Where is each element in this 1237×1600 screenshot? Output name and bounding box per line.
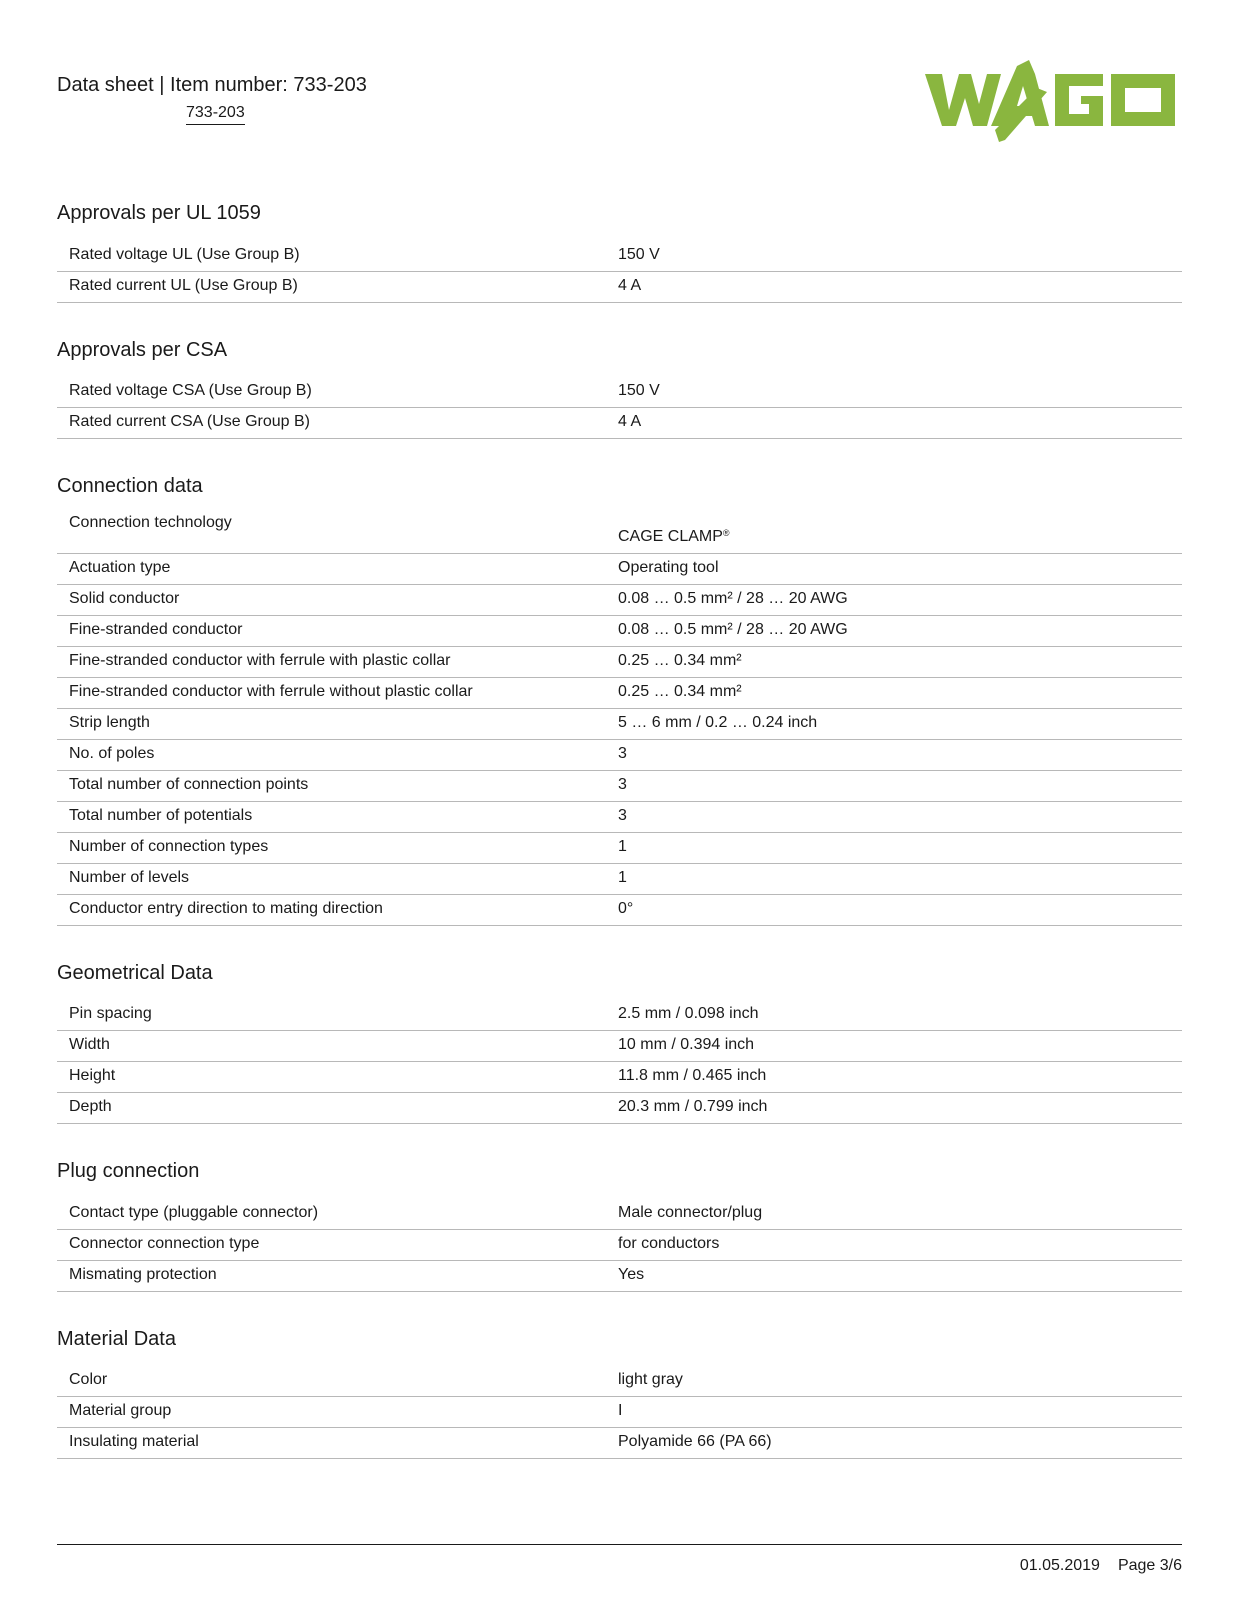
spec-value: 0.08 … 0.5 mm² / 28 … 20 AWG: [618, 584, 1182, 615]
spec-value: 0.25 … 0.34 mm²: [618, 646, 1182, 677]
spec-value: 3: [618, 801, 1182, 832]
table-row: [57, 1260, 1182, 1291]
spec-table: [57, 377, 1182, 440]
spec-table: [57, 513, 1182, 926]
spec-label: Fine-stranded conductor: [57, 615, 618, 646]
spec-label: Total number of potentials: [57, 801, 618, 832]
spec-value: [618, 513, 1182, 553]
section-connection-data: [57, 473, 1182, 926]
page-footer: [1020, 1556, 1182, 1576]
spec-value: Yes: [618, 1260, 1182, 1291]
spec-label: Total number of connection points: [57, 770, 618, 801]
table-row: [57, 1397, 1182, 1428]
spec-label: Fine-stranded conductor with ferrule without plastic collar: [57, 677, 618, 708]
section-material-data: [57, 1326, 1182, 1460]
table-row: [57, 894, 1182, 925]
spec-label: Insulating material: [57, 1428, 618, 1459]
spec-label: Solid conductor: [57, 584, 618, 615]
spec-label: Material group: [57, 1397, 618, 1428]
document-header: [57, 72, 367, 125]
table-row: [57, 677, 1182, 708]
spec-table: [57, 1198, 1182, 1292]
table-row: [57, 615, 1182, 646]
spec-label: Number of connection types: [57, 832, 618, 863]
section-title: Plug connection: [57, 1160, 200, 1182]
spec-label: Rated voltage UL (Use Group B): [57, 240, 618, 271]
spec-label: Depth: [57, 1093, 618, 1124]
spec-label: Pin spacing: [57, 1000, 618, 1031]
spec-value: 150 V: [618, 240, 1182, 271]
table-row: [57, 646, 1182, 677]
table-row: [57, 1093, 1182, 1124]
spec-label: Connector connection type: [57, 1229, 618, 1260]
section-title: Approvals per CSA: [57, 338, 228, 361]
spec-value-text: CAGE CLAMP: [618, 527, 723, 545]
spec-value: 2.5 mm / 0.098 inch: [618, 1000, 1182, 1031]
wago-logo: [925, 58, 1182, 144]
table-row: [57, 1062, 1182, 1093]
spec-label: Mismating protection: [57, 1260, 618, 1291]
datasheet-content: [57, 200, 1182, 1459]
table-row: [57, 513, 1182, 553]
spec-value: I: [618, 1397, 1182, 1428]
spec-label: Number of levels: [57, 863, 618, 894]
spec-label: Width: [57, 1031, 618, 1062]
table-row: [57, 408, 1182, 439]
table-row: [57, 1031, 1182, 1062]
section-approvals-csa: [57, 337, 1182, 440]
spec-value: Male connector/plug: [618, 1198, 1182, 1229]
spec-value: for conductors: [618, 1229, 1182, 1260]
table-row: [57, 1000, 1182, 1031]
section-geometrical-data: [57, 960, 1182, 1125]
footer-page-number: Page 3/6: [1117, 1557, 1182, 1574]
document-title: Data sheet | Item number: 733-203: [57, 74, 367, 96]
table-row: [57, 708, 1182, 739]
table-row: [57, 770, 1182, 801]
spec-label: Rated current CSA (Use Group B): [57, 408, 618, 439]
spec-value: 0°: [618, 894, 1182, 925]
spec-table: [57, 240, 1182, 303]
section-plug-connection: [57, 1158, 1182, 1292]
table-row: [57, 271, 1182, 302]
footer-divider: [57, 1544, 1182, 1545]
table-row: [57, 553, 1182, 584]
spec-value: Polyamide 66 (PA 66): [618, 1428, 1182, 1459]
spec-value: 3: [618, 739, 1182, 770]
table-row: [57, 832, 1182, 863]
table-row: [57, 584, 1182, 615]
spec-value: 0.25 … 0.34 mm²: [618, 677, 1182, 708]
section-title: Approvals per UL 1059: [57, 202, 261, 224]
spec-table: [57, 1000, 1182, 1125]
spec-value: 20.3 mm / 0.799 inch: [618, 1093, 1182, 1124]
spec-table: [57, 1366, 1182, 1460]
spec-value: light gray: [618, 1366, 1182, 1397]
table-row: [57, 739, 1182, 770]
spec-value: 3: [618, 770, 1182, 801]
spec-label: Rated current UL (Use Group B): [57, 271, 618, 302]
table-row: [57, 801, 1182, 832]
spec-label: Rated voltage CSA (Use Group B): [57, 377, 618, 408]
table-row: [57, 1198, 1182, 1229]
table-row: [57, 863, 1182, 894]
spec-label: Color: [57, 1366, 618, 1397]
table-row: [57, 240, 1182, 271]
footer-date: 01.05.2019: [1019, 1557, 1100, 1574]
spec-label: No. of poles: [57, 739, 618, 770]
spec-value: 1: [618, 832, 1182, 863]
table-row: [57, 377, 1182, 408]
spec-label: Strip length: [57, 708, 618, 739]
spec-value: 4 A: [618, 271, 1182, 302]
spec-value: 1: [618, 863, 1182, 894]
registered-mark: ®: [722, 527, 730, 538]
section-approvals-ul: [57, 200, 1182, 303]
table-row: [57, 1366, 1182, 1397]
spec-value: 11.8 mm / 0.465 inch: [618, 1062, 1182, 1093]
spec-value: 150 V: [618, 377, 1182, 408]
spec-value: 5 … 6 mm / 0.2 … 0.24 inch: [618, 708, 1182, 739]
section-title: Connection data: [57, 475, 203, 497]
spec-label: Connection technology: [57, 513, 618, 553]
section-title: Geometrical Data: [57, 961, 213, 984]
spec-value: Operating tool: [618, 553, 1182, 584]
spec-label: Contact type (pluggable connector): [57, 1198, 618, 1229]
spec-label: Height: [57, 1062, 618, 1093]
table-row: [57, 1229, 1182, 1260]
spec-label: Conductor entry direction to mating direction: [57, 894, 618, 925]
spec-value: 0.08 … 0.5 mm² / 28 … 20 AWG: [618, 615, 1182, 646]
spec-label: Fine-stranded conductor with ferrule with plastic collar: [57, 646, 618, 677]
table-row: [57, 1428, 1182, 1459]
spec-value: 10 mm / 0.394 inch: [618, 1031, 1182, 1062]
spec-label: Actuation type: [57, 553, 618, 584]
spec-value: 4 A: [618, 408, 1182, 439]
section-title: Material Data: [57, 1327, 176, 1350]
item-number-link[interactable]: 733-203: [186, 102, 245, 125]
